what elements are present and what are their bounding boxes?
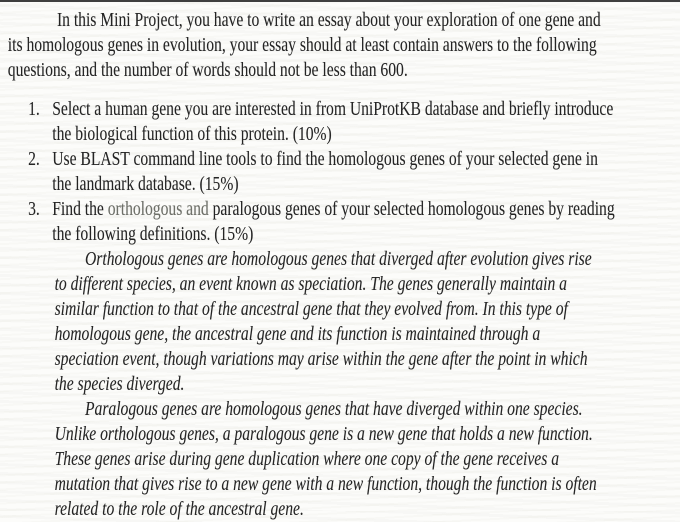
list-item-3-text-post: paralogous genes of your selected homologous genes by reading xyxy=(208,198,615,220)
intro-line-3: questions, and the number of words should not be less than 600. xyxy=(7,59,408,81)
list-item-2-line-2: the landmark database. (15%) xyxy=(52,173,239,195)
document-page xyxy=(0,2,680,522)
definitions-section xyxy=(55,247,680,522)
orthologous-line-5: speciation event, though variations may arise within the gene after the point in which xyxy=(54,348,588,370)
orthologous-line-2: to different species, an event known as speciation. The genes generally maintain a xyxy=(54,273,567,295)
list-item-3 xyxy=(8,197,680,247)
list-item-3-text-pre: Find the xyxy=(52,198,108,220)
intro-line-1: In this Mini Project, you have to write an essay about your exploration of one gene and xyxy=(56,9,601,31)
intro-paragraph xyxy=(8,8,680,83)
orthologous-line-3: similar function to that of the ancestral gene that they evolved from. In this type of xyxy=(54,298,568,320)
orthologous-line-6: the species diverged. xyxy=(54,373,185,395)
list-item-3-number: 3. xyxy=(28,198,40,220)
paralogous-line-4: mutation that gives rise to a new gene with a new function, though the function is often xyxy=(54,473,597,495)
definition-paralogous xyxy=(55,397,680,522)
list-item-3-line-2: the following definitions. (15%) xyxy=(52,223,254,245)
orthologous-line-4: homologous gene, the ancestral gene and its function is maintained through a xyxy=(54,323,541,345)
list-item-2-number: 2. xyxy=(28,148,40,170)
list-item-1-line-2: the biological function of this protein. (10%) xyxy=(52,123,332,145)
paralogous-line-2: Unlike orthologous genes, a paralogous gene is a new gene that holds a new function. xyxy=(54,423,593,445)
orthologous-line-1: Orthologous genes are homologous genes that diverged after evolution gives rise xyxy=(85,248,592,270)
list-item-2-line-1: Use BLAST command line tools to find the homologous genes of your selected gene in xyxy=(52,148,598,170)
paralogous-line-5: related to the role of the ancestral gene. xyxy=(54,498,304,520)
definition-orthologous xyxy=(55,247,680,397)
list-item-2 xyxy=(8,147,680,197)
list-item-3-line-1 xyxy=(52,197,680,222)
assignment-list xyxy=(8,97,680,247)
list-item-1 xyxy=(8,97,680,147)
intro-line-2: its homologous genes in evolution, your essay should at least contain answers to the following xyxy=(7,34,597,56)
paralogous-line-1: Paralogous genes are homologous genes that have diverged within one species. xyxy=(85,398,583,420)
paralogous-line-3: These genes arise during gene duplication where one copy of the gene receives a xyxy=(54,448,560,470)
list-item-1-number: 1. xyxy=(28,98,40,120)
muted-phrase-orthologous-and: orthologous and xyxy=(107,198,209,220)
list-item-1-line-1: Select a human gene you are interested in from UniProtKB database and briefly introduce xyxy=(52,98,614,120)
